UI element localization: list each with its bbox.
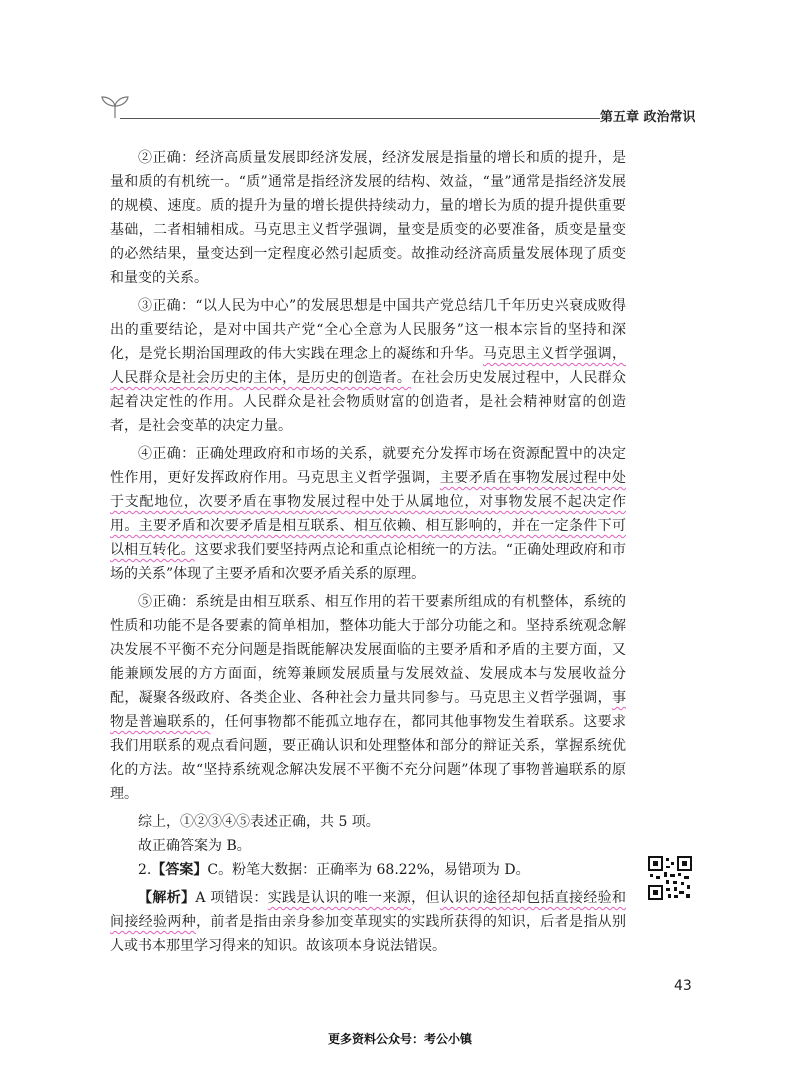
leaf-sprout-icon xyxy=(98,94,132,120)
paragraph-3: ③正确：“以人民为中心”的发展思想是中国共产党总结几千年历史兴衰成败得出的重要结论，是对中国共产党“全心全意为人民服务”这一根本宗旨的坚持和深化，是党长期治国理政的伟大实践在理念上的凝练和升华。马克思主义哲学强调，人民群众是社会历史的主体，是历史的创造者。在社会历史发展过程中，人民群众起着决定性的作用。人民群众是社会物质财富的创造者，是社会精神财富的创造者，是社会变革的决定力量。 xyxy=(110,298,627,434)
summary-line: 综上，①②③④⑤表述正确，共 5 项。 xyxy=(138,814,380,830)
chapter-title: 第五章 政治常识 xyxy=(600,110,696,125)
highlight: 认识的途径却包括直接经验和间接经验两种 xyxy=(110,890,627,930)
qr-code-icon[interactable] xyxy=(648,856,692,900)
question-2-answer: 2.【答案】C。粉笔大数据：正确率为 68.22%，易错项为 D。 xyxy=(138,862,530,878)
highlight: 实践是认识的唯一来源 xyxy=(267,890,412,906)
paragraph-2: ②正确：经济高质量发展即经济发展，经济发展是指量的增长和质的提升，是量和质的有机统一。“质”通常是指经济发展的结构、效益，“量”通常是指经济发展的规模、速度。质的提升为量的增长提供持续动力，量的增长为质的提升提供重要基础，二者相辅相成。马克思主义哲学强调，量变是质变的必要准备，质变是量变的必然结果，量变达到一定程度必然引起质变。故推动经济高质量发展体现了质变和量变的关系。 xyxy=(110,150,626,286)
paragraph-5: ⑤正确：系统是由相互联系、相互作用的若干要素所组成的有机整体，系统的性质和功能不是各要素的简单相加，整体功能大于部分功能之和。坚持系统观念解决发展不平衡不充分问题是指既能解决发展面临的主要矛盾和矛盾的主要方面，又能兼顾发展的方方面面，统筹兼顾发展质量与发展效益、发展成本与发展收益分配，凝聚各级政府、各类企业、各种社会力量共同参与。马克思主义哲学强调，事物是普遍联系的，任何事物都不能孤立地存在，都同其他事物发生着联系。这要求我们用联系的观点看问题，要正确认识和处理整体和部分的辩证关系，掌握系统优化的方法。故“坚持系统观念解决发展不平衡不充分问题”体现了事物普遍联系的原理。 xyxy=(110,594,627,802)
highlight: 事物是普遍联系的 xyxy=(110,690,626,730)
header-rule xyxy=(120,118,600,119)
highlight: 主要矛盾在事物发展过程中处于支配地位，次要矛盾在事物发展过程中处于从属地位，对事物发展不起决定作用。主要矛盾和次要矛盾是相互联系、相互依赖、相互影响的，并在一定条件下可以相互转化。 xyxy=(110,470,627,558)
paragraph-4: ④正确：正确处理政府和市场的关系，就要充分发挥市场在资源配置中的决定性作用，更好发挥政府作用。马克思主义哲学强调，主要矛盾在事物发展过程中处于支配地位，次要矛盾在事物发展过程中处于从属地位，对事物发展不起决定作用。主要矛盾和次要矛盾是相互联系、相互依赖、相互影响的，并在一定条件下可以相互转化。这要求我们要坚持两点论和重点论相统一的方法。“正确处理政府和市场的关系”体现了主要矛盾和次要矛盾关系的原理。 xyxy=(110,446,627,582)
main-text xyxy=(110,146,626,958)
highlight: 马克思主义哲学强调，人民群众是社会历史的主体，是历史的创造者。 xyxy=(110,346,627,386)
question-2-analysis: 【解析】A 项错误：实践是认识的唯一来源，但认识的途径却包括直接经验和间接经验两种，前者是指由亲身参加变革现实的实践所获得的知识，后者是指从别人或书本那里学习得来的知识。故该项本身说法错误。 xyxy=(110,890,627,954)
footer-source: 更多资料公众号：考公小镇 xyxy=(327,1032,472,1046)
answer-line: 故正确答案为 B。 xyxy=(138,838,251,854)
page-number: 43 xyxy=(674,978,692,994)
